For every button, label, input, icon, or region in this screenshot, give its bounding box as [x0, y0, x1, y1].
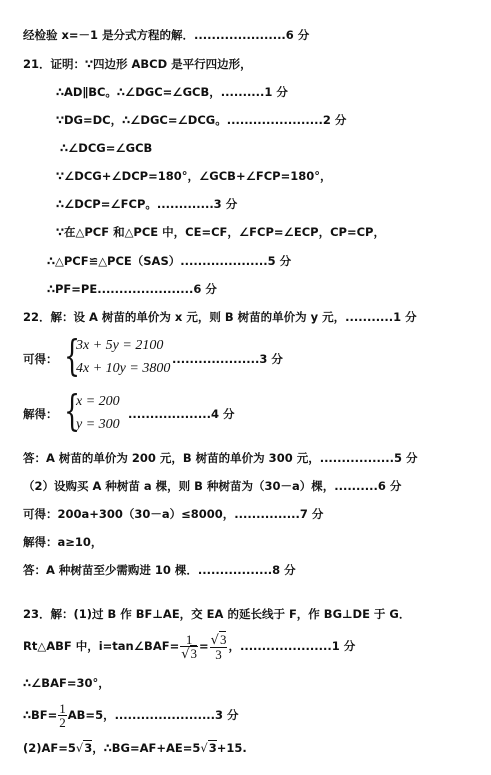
line-q21-step5: ∴∠DCP=∠FCP。.............3 分 — [56, 197, 238, 211]
line-q23-tan — [23, 630, 355, 662]
line-q23-angle: ∴∠BAF=30°， — [23, 676, 110, 690]
solution-equation-2: y = 300 — [76, 417, 120, 432]
line-q21-step7: ∴△PCF≌△PCE（SAS）....................5 分 — [47, 254, 292, 268]
fraction-denominator: 3 — [215, 646, 222, 662]
radicand: 3 — [208, 741, 217, 755]
line-q22-inequality: 可得：200a+300（30－a）≤8000，...............7 分 — [23, 507, 324, 521]
bf-score: AB=5，.......................3 分 — [67, 708, 239, 722]
line-q21-step1: ∴AD∥BC。∴∠DGC=∠GCB，..........1 分 — [56, 85, 288, 99]
line-q21-step3: ∴∠DCG=∠GCB — [60, 141, 153, 155]
fraction-root3-over-3 — [210, 633, 228, 661]
equals-sign: = — [199, 639, 209, 653]
radical-icon: √ — [75, 741, 84, 755]
af-text: (2)AF=5 — [23, 741, 76, 755]
line-q22-answer: 答：A 树苗的单价为 200 元，B 树苗的单价为 300 元，.................5 分 — [23, 451, 418, 465]
line-q23-bf — [23, 700, 239, 730]
line-q22-setup: 22．解：设 A 树苗的单价为 x 元，则 B 树苗的单价为 y 元，...........1 分 — [23, 310, 417, 324]
line-q21-step2: ∵DG=DC，∴∠DGC=∠DCG。......................2 分 — [56, 113, 347, 127]
line-q21-step6: ∵在△PCF 和△PCE 中，CE=CF，∠FCP=∠ECP，CP=CP， — [56, 225, 385, 239]
line-q21-step8: ∴PF=PE......................6 分 — [47, 282, 217, 296]
solution-brace: { — [64, 386, 81, 435]
bg-text: ，∴BG=AF+AE=5 — [92, 741, 201, 755]
fraction-denominator: √3 — [181, 645, 198, 662]
line-q22-system-label: 可得： — [23, 352, 58, 366]
radicand: 3 — [84, 741, 93, 755]
bg-tail: +15. — [216, 741, 247, 755]
fraction-one-over-root3 — [180, 633, 198, 661]
line-q22-solution-label: 解得： — [23, 407, 58, 421]
line-q22-part2: （2）设购买 A 种树苗 a 棵，则 B 种树苗为（30－a）棵，..........6 分 — [23, 479, 402, 493]
radical-icon: √ — [200, 741, 208, 755]
line-q23-part2 — [23, 740, 247, 756]
line-q22-final-answer: 答：A 种树苗至少需购进 10 棵．.................8 分 — [23, 563, 296, 577]
tan-score: ，.....................1 分 — [228, 639, 356, 653]
solution-equation-1: x = 200 — [76, 394, 120, 409]
line-q21-proof-start: 21．证明：∵四边形 ABCD 是平行四边形， — [23, 57, 252, 71]
system-brace: { — [64, 331, 81, 380]
line-q21-step4: ∵∠DCG+∠DCP=180°，∠GCB+∠FCP=180°， — [56, 169, 332, 183]
line-q23-setup: 23．解：(1)过 B 作 BF⊥AE，交 EA 的延长线于 F，作 BG⊥DE 于 G． — [23, 607, 411, 621]
bf-text: ∴BF= — [23, 708, 58, 722]
fraction-denominator: 2 — [59, 715, 66, 730]
fraction-numerator: 1 — [180, 633, 198, 647]
line-q22-solution-score: ...................4 分 — [128, 407, 235, 421]
fraction-one-half — [58, 702, 67, 729]
line-verify-solution: 经检验 x=－1 是分式方程的解．.....................6 分 — [23, 28, 310, 42]
fraction-numerator: √3 — [210, 631, 227, 648]
line-q22-system-score: ....................3 分 — [172, 352, 283, 366]
system-equation-2: 4x + 10y = 3800 — [76, 361, 171, 376]
system-equation-1: 3x + 5y = 2100 — [76, 338, 164, 353]
fraction-numerator: 1 — [59, 701, 66, 716]
line-q22-inequality-solution: 解得：a≥10， — [23, 535, 103, 549]
tan-text: Rt△ABF 中，i=tan∠BAF= — [23, 639, 180, 653]
